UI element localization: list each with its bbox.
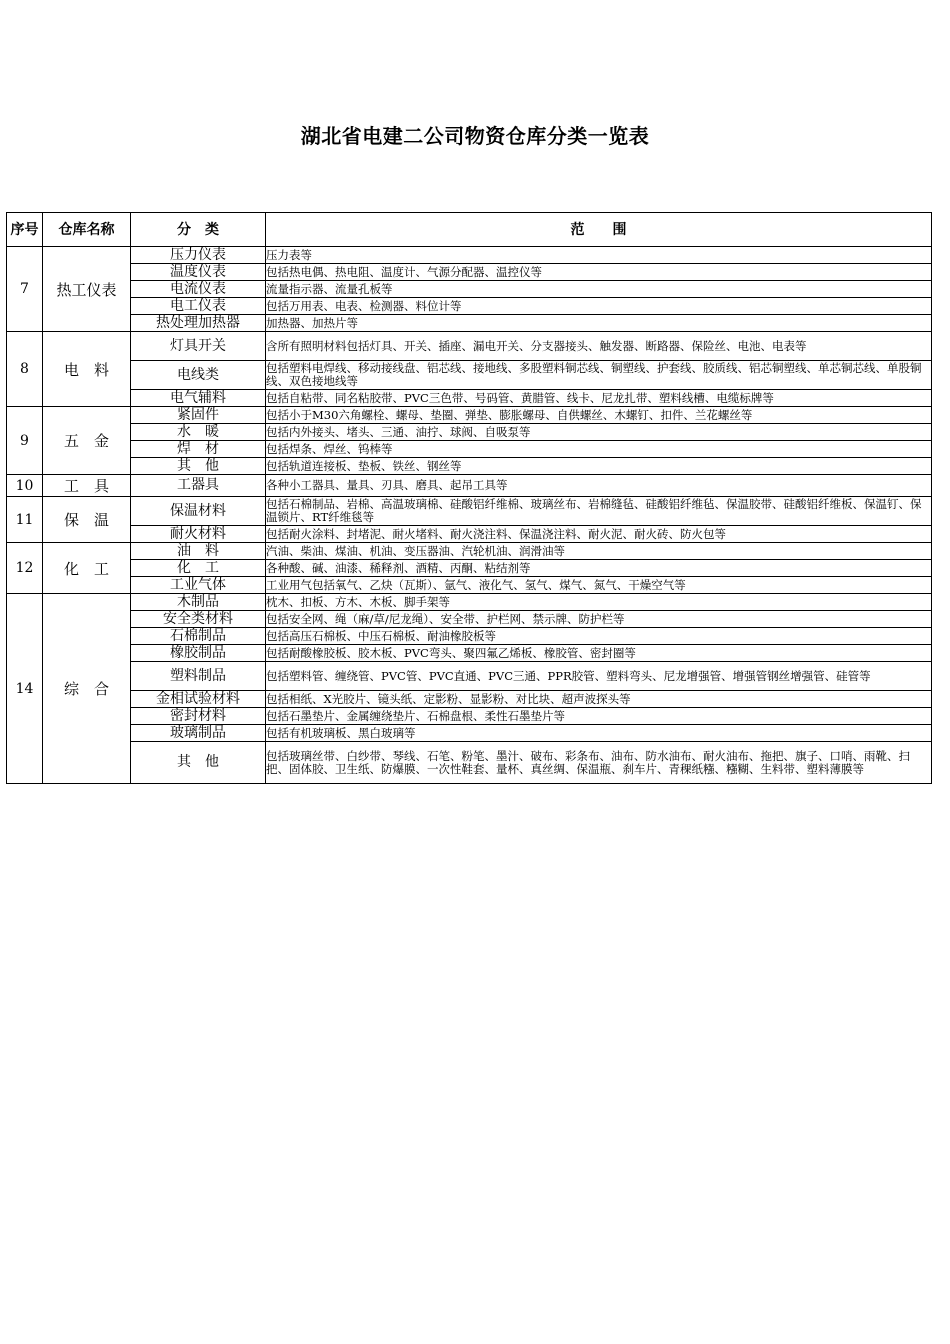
scope-cell: 包括相纸、X光胶片、镜头纸、定影粉、显影粉、对比块、超声波探头等 [266, 691, 932, 708]
table-row [7, 577, 932, 594]
table-row [7, 458, 932, 475]
category-cell: 耐火材料 [131, 526, 266, 543]
table-row [7, 247, 932, 264]
scope-cell: 包括耐酸橡胶板、胶木板、PVC弯头、聚四氟乙烯板、橡胶管、密封圈等 [266, 645, 932, 662]
category-cell: 化 工 [131, 560, 266, 577]
category-cell: 其 他 [131, 742, 266, 784]
scope-cell: 包括内外接头、堵头、三通、油拧、球阀、自吸泵等 [266, 424, 932, 441]
table-row [7, 708, 932, 725]
scope-cell: 包括耐火涂料、封堵泥、耐火堵料、耐火浇注料、保温浇注料、耐火泥、耐火砖、防火包等 [266, 526, 932, 543]
warehouse-name: 化 工 [43, 543, 131, 594]
category-cell: 保温材料 [131, 497, 266, 526]
warehouse-category-table [6, 212, 932, 784]
category-cell: 电工仪表 [131, 298, 266, 315]
warehouse-name: 电 料 [43, 332, 131, 407]
scope-cell: 工业用气包括氧气、乙炔（瓦斯）、氩气、液化气、氢气、煤气、氮气、干燥空气等 [266, 577, 932, 594]
warehouse-name: 五 金 [43, 407, 131, 475]
scope-cell: 包括自粘带、同名粘胶带、PVC三色带、号码管、黄腊管、线卡、尼龙扎带、塑料线槽、电缆标牌等 [266, 390, 932, 407]
warehouse-name: 综 合 [43, 594, 131, 784]
table-row [7, 560, 932, 577]
table-row [7, 390, 932, 407]
scope-cell: 包括小于M30六角螺栓、螺母、垫圈、弹垫、膨胀螺母、自供螺丝、木螺钉、扣件、兰花螺丝等 [266, 407, 932, 424]
warehouse-name: 工 具 [43, 475, 131, 497]
category-cell: 电流仪表 [131, 281, 266, 298]
table-row [7, 281, 932, 298]
table-header-row [7, 213, 932, 247]
category-cell: 电线类 [131, 361, 266, 390]
seq-number: 14 [7, 594, 43, 784]
scope-cell: 流量指示器、流量孔板等 [266, 281, 932, 298]
category-cell: 石棉制品 [131, 628, 266, 645]
scope-cell: 枕木、扣板、方木、木板、脚手架等 [266, 594, 932, 611]
scope-cell: 包括石棉制品、岩棉、高温玻璃棉、硅酸铝纤维棉、玻璃丝布、岩棉缝毡、硅酸铝纤维毡、保温胶带、硅酸铝纤维板、保温钉、保温锁片、RT纤维毯等 [266, 497, 932, 526]
table-row [7, 407, 932, 424]
category-cell: 焊 材 [131, 441, 266, 458]
header-category: 分 类 [131, 213, 266, 247]
table-row [7, 332, 932, 361]
scope-cell: 包括有机玻璃板、黑白玻璃等 [266, 725, 932, 742]
scope-cell: 包括热电偶、热电阻、温度计、气源分配器、温控仪等 [266, 264, 932, 281]
warehouse-name: 热工仪表 [43, 247, 131, 332]
scope-cell: 汽油、柴油、煤油、机油、变压器油、汽轮机油、润滑油等 [266, 543, 932, 560]
category-cell: 压力仪表 [131, 247, 266, 264]
table-row [7, 264, 932, 281]
category-cell: 工器具 [131, 475, 266, 497]
scope-cell: 包括轨道连接板、垫板、铁丝、钢丝等 [266, 458, 932, 475]
table-row [7, 361, 932, 390]
category-cell: 橡胶制品 [131, 645, 266, 662]
table-body [7, 247, 932, 784]
scope-cell: 包括玻璃丝带、白纱带、琴线、石笔、粉笔、墨汁、破布、彩条布、油布、防水油布、耐火油布、拖把、旗子、口哨、雨靴、扫把、固体胶、卫生纸、防爆膜、一次性鞋套、量杯、真丝绸、保温瓶、刹车片、青稞纸糨、糨糊、生料带、塑料薄膜等 [266, 742, 932, 784]
warehouse-name: 保 温 [43, 497, 131, 543]
scope-cell: 包括高压石棉板、中压石棉板、耐油橡胶板等 [266, 628, 932, 645]
category-cell: 木制品 [131, 594, 266, 611]
table-row [7, 628, 932, 645]
scope-cell: 各种酸、碱、油漆、稀释剂、酒精、丙酮、粘结剂等 [266, 560, 932, 577]
seq-number: 9 [7, 407, 43, 475]
scope-cell: 包括塑料电焊线、移动接线盘、铝芯线、接地线、多股塑料铜芯线、铜塑线、护套线、胶质线、铝芯铜塑线、单芯铜芯线、单股铜线、双色接地线等 [266, 361, 932, 390]
scope-cell: 含所有照明材料包括灯具、开关、插座、漏电开关、分支器接头、触发器、断路器、保险丝、电池、电表等 [266, 332, 932, 361]
seq-number: 10 [7, 475, 43, 497]
category-cell: 灯具开关 [131, 332, 266, 361]
table-row [7, 645, 932, 662]
category-cell: 温度仪表 [131, 264, 266, 281]
seq-number: 11 [7, 497, 43, 543]
category-cell: 水 暖 [131, 424, 266, 441]
header-warehouse: 仓库名称 [43, 213, 131, 247]
table-row [7, 315, 932, 332]
seq-number: 8 [7, 332, 43, 407]
category-cell: 密封材料 [131, 708, 266, 725]
header-seq: 序号 [7, 213, 43, 247]
category-cell: 电气辅料 [131, 390, 266, 407]
scope-cell: 包括安全网、绳（麻/草/尼龙绳）、安全带、护栏网、禁示牌、防护栏等 [266, 611, 932, 628]
table-row [7, 691, 932, 708]
page-title: 湖北省电建二公司物资仓库分类一览表 [300, 124, 650, 148]
scope-cell: 压力表等 [266, 247, 932, 264]
category-cell: 玻璃制品 [131, 725, 266, 742]
seq-number: 7 [7, 247, 43, 332]
table-row [7, 611, 932, 628]
table-row [7, 725, 932, 742]
table-row [7, 475, 932, 497]
table-row [7, 424, 932, 441]
table-row [7, 742, 932, 784]
category-cell: 紧固件 [131, 407, 266, 424]
category-cell: 金相试验材料 [131, 691, 266, 708]
category-cell: 安全类材料 [131, 611, 266, 628]
table-row [7, 662, 932, 691]
seq-number: 12 [7, 543, 43, 594]
scope-cell: 包括石墨垫片、金属缠绕垫片、石棉盘根、柔性石墨垫片等 [266, 708, 932, 725]
category-cell: 其 他 [131, 458, 266, 475]
header-scope: 范 围 [266, 213, 932, 247]
category-cell: 塑料制品 [131, 662, 266, 691]
category-cell: 工业气体 [131, 577, 266, 594]
scope-cell: 各种小工器具、量具、刃具、磨具、起吊工具等 [266, 475, 932, 497]
category-cell: 油 料 [131, 543, 266, 560]
table-row [7, 298, 932, 315]
table-row [7, 543, 932, 560]
category-cell: 热处理加热器 [131, 315, 266, 332]
table-row [7, 441, 932, 458]
scope-cell: 包括塑料管、缠绕管、PVC管、PVC直通、PVC三通、PPR胶管、塑料弯头、尼龙增强管、增强管钢丝增强管、硅管等 [266, 662, 932, 691]
scope-cell: 包括万用表、电表、检测器、料位计等 [266, 298, 932, 315]
scope-cell: 包括焊条、焊丝、钨棒等 [266, 441, 932, 458]
scope-cell: 加热器、加热片等 [266, 315, 932, 332]
table-row [7, 526, 932, 543]
table-row [7, 594, 932, 611]
table-row [7, 497, 932, 526]
